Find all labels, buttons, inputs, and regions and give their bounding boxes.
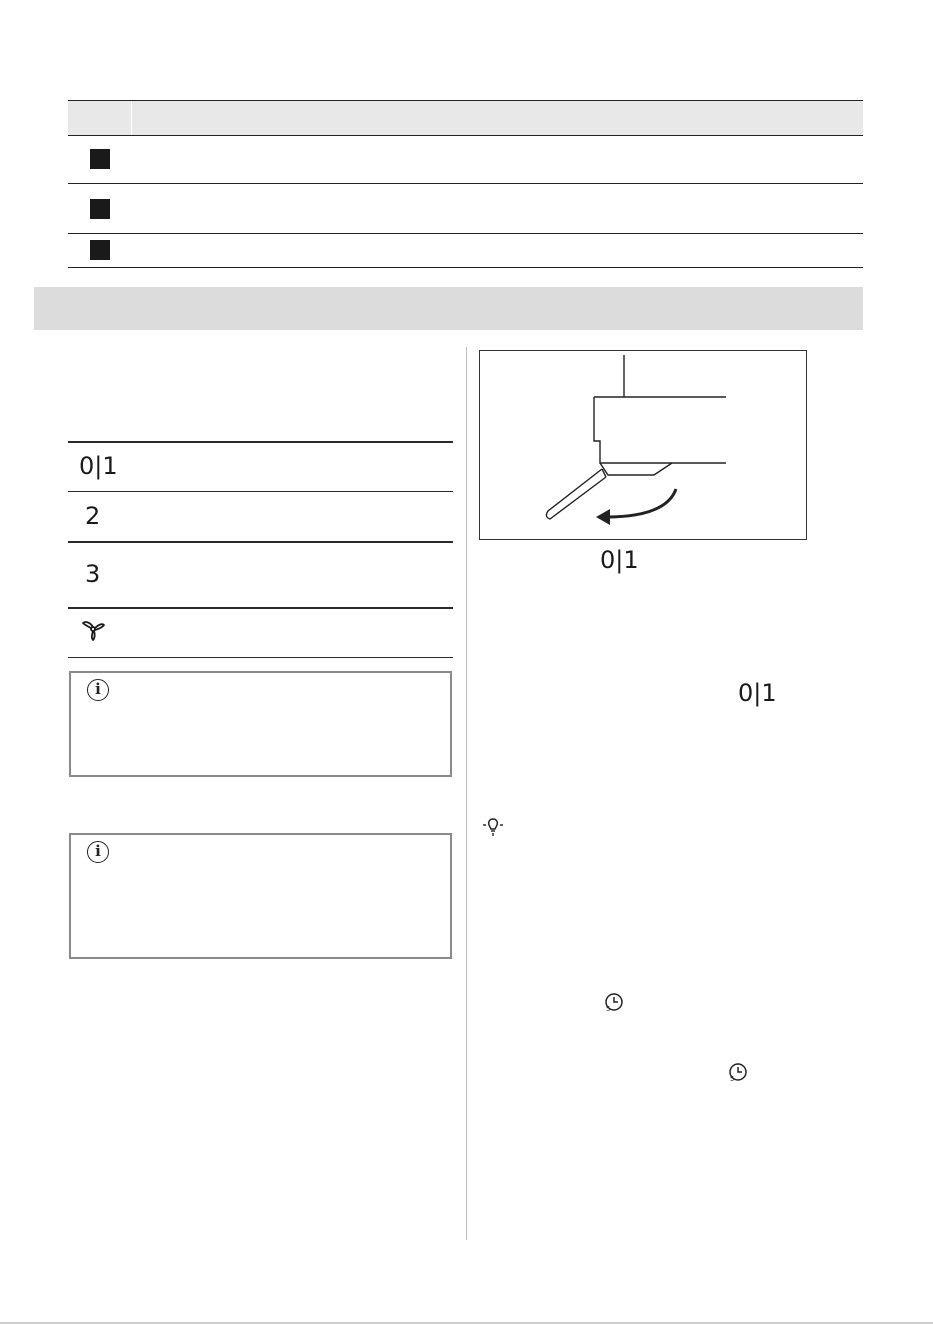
controls-table-bottom-rule <box>68 657 453 658</box>
timer-5-icon <box>602 991 624 1013</box>
table-row-divider <box>68 183 863 184</box>
column-divider <box>466 347 467 1240</box>
info-note-box <box>69 833 452 959</box>
info-icon: i <box>87 679 109 701</box>
timer-5-icon <box>726 1061 748 1083</box>
controls-row-divider <box>68 541 453 543</box>
illustration-drawing <box>480 351 806 539</box>
figure-caption-symbol: 0|1 <box>600 546 639 574</box>
rotation-arrowhead <box>596 509 610 525</box>
fan-icon <box>80 617 106 643</box>
speed-2-symbol: 2 <box>85 502 101 530</box>
timer-label: 5 <box>606 1005 611 1013</box>
controls-table-top-rule <box>68 441 453 443</box>
controls-row-divider <box>68 607 453 609</box>
section-header-band <box>34 287 863 330</box>
timer-label: 5 <box>730 1075 735 1083</box>
hood-control-illustration <box>479 350 807 540</box>
rotation-arrow <box>606 489 676 517</box>
marker-square <box>90 149 110 169</box>
light-bulb-icon <box>481 815 505 839</box>
table-row-divider <box>68 267 863 268</box>
control-lever <box>546 469 606 519</box>
info-icon: i <box>87 841 109 863</box>
controls-row-divider <box>68 491 453 492</box>
info-note-box <box>69 671 452 777</box>
hood-body <box>594 397 726 463</box>
marker-square <box>90 199 110 219</box>
marker-square <box>90 240 110 260</box>
power-symbol-inline: 0|1 <box>738 679 777 707</box>
hood-underside <box>600 463 672 475</box>
table-column-divider <box>131 101 132 135</box>
table-header <box>68 100 863 136</box>
power-symbol: 0|1 <box>79 452 118 480</box>
table-row-divider <box>68 233 863 234</box>
speed-3-symbol: 3 <box>85 560 101 588</box>
